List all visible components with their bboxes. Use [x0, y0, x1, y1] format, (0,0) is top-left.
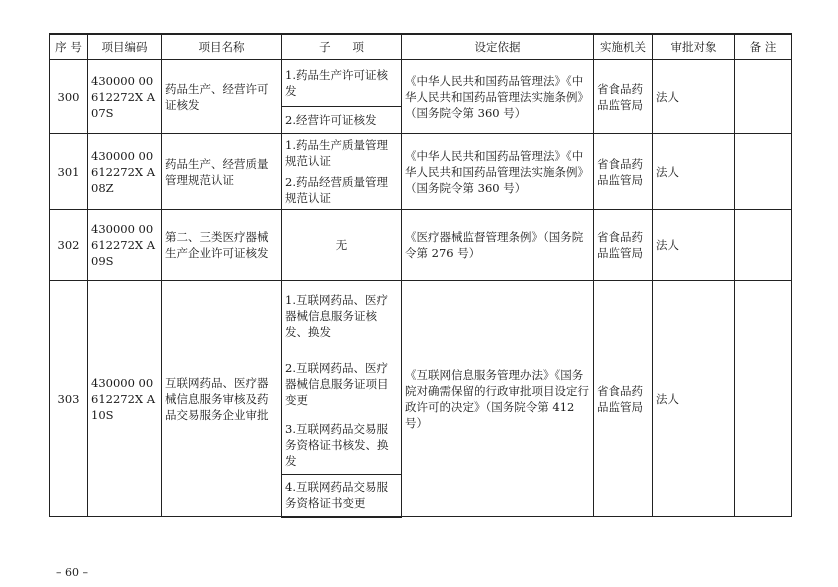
approval-items-table-wrapper — [49, 33, 791, 518]
cell-sub: 2.经营许可证核发 — [282, 107, 402, 134]
cell-name: 第二、三类医疗器械生产企业许可证核发 — [162, 210, 282, 281]
cell-sub: 3.互联网药品交易服务资格证书核发、换发 — [282, 417, 402, 475]
page-number: – 60 – — [56, 566, 88, 579]
table-row — [50, 134, 792, 172]
cell-code: 430000 00612272X A09S — [88, 210, 162, 281]
cell-sub: 2.互联网药品、医疗器械信息服务证项目变更 — [282, 351, 402, 417]
cell-sub: 1.药品生产许可证核发 — [282, 60, 402, 107]
cell-name: 药品生产、经营许可证核发 — [162, 60, 282, 134]
header-note: 备 注 — [735, 34, 792, 60]
header-code: 项目编码 — [88, 34, 162, 60]
table-header-row — [50, 34, 792, 60]
cell-target: 法人 — [653, 281, 735, 517]
header-sub: 子 项 — [282, 34, 402, 60]
cell-note — [735, 210, 792, 281]
cell-org: 省食品药品监管局 — [594, 210, 653, 281]
cell-seq: 302 — [50, 210, 88, 281]
cell-sub: 2.药品经营质量管理规范认证 — [282, 172, 402, 210]
approval-items-table — [49, 33, 792, 518]
cell-name: 药品生产、经营质量管理规范认证 — [162, 134, 282, 210]
cell-org: 省食品药品监管局 — [594, 60, 653, 134]
table-row — [50, 60, 792, 107]
cell-basis: 《中华人民共和国药品管理法》《中华人民共和国药品管理法实施条例》（国务院令第 360 号） — [402, 134, 594, 210]
cell-sub: 1.互联网药品、医疗器械信息服务证核发、换发 — [282, 281, 402, 351]
header-org: 实施机关 — [594, 34, 653, 60]
cell-sub: 4.互联网药品交易服务资格证书变更 — [282, 475, 402, 517]
cell-code: 430000 00612272X A08Z — [88, 134, 162, 210]
table-row — [50, 210, 792, 281]
cell-basis: 《医疗器械监督管理条例》（国务院令第 276 号） — [402, 210, 594, 281]
header-basis: 设定依据 — [402, 34, 594, 60]
header-target: 审批对象 — [653, 34, 735, 60]
cell-target: 法人 — [653, 134, 735, 210]
cell-note — [735, 60, 792, 134]
table-row — [50, 281, 792, 351]
cell-note — [735, 134, 792, 210]
cell-note — [735, 281, 792, 517]
cell-code: 430000 00612272X A07S — [88, 60, 162, 134]
cell-seq: 303 — [50, 281, 88, 517]
cell-name: 互联网药品、医疗器械信息服务审核及药品交易服务企业审批 — [162, 281, 282, 517]
cell-target: 法人 — [653, 60, 735, 134]
cell-target: 法人 — [653, 210, 735, 281]
cell-seq: 301 — [50, 134, 88, 210]
cell-sub: 1.药品生产质量管理规范认证 — [282, 134, 402, 172]
cell-seq: 300 — [50, 60, 88, 134]
cell-basis: 《互联网信息服务管理办法》《国务院对确需保留的行政审批项目设定行政许可的决定》（国务院令第 412 号） — [402, 281, 594, 517]
cell-code: 430000 00612272X A10S — [88, 281, 162, 517]
cell-basis: 《中华人民共和国药品管理法》《中华人民共和国药品管理法实施条例》（国务院令第 360 号） — [402, 60, 594, 134]
cell-org: 省食品药品监管局 — [594, 134, 653, 210]
header-name: 项目名称 — [162, 34, 282, 60]
cell-org: 省食品药品监管局 — [594, 281, 653, 517]
cell-sub: 无 — [282, 210, 402, 281]
header-seq: 序 号 — [50, 34, 88, 60]
